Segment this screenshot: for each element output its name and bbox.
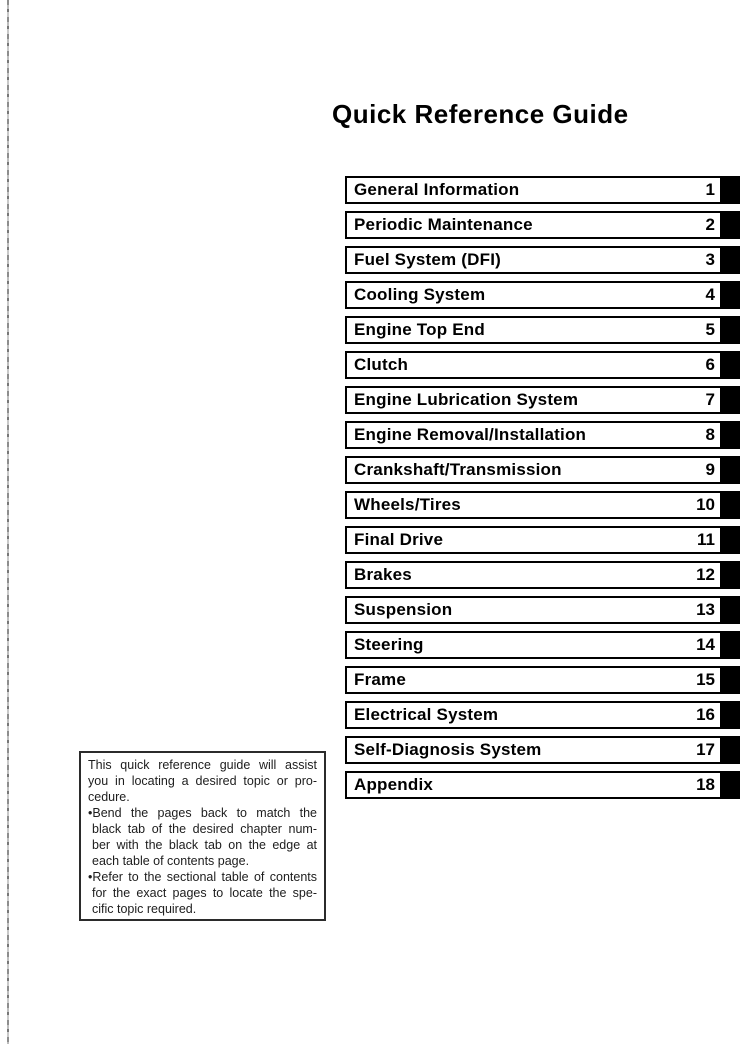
chapter-row <box>345 211 740 239</box>
chapter-row <box>345 666 740 694</box>
note-line: ber with the black tab on the edge at <box>92 838 317 852</box>
chapter-number: 14 <box>696 635 715 654</box>
chapter-label: Wheels/Tires <box>354 495 461 514</box>
chapter-tab-marker <box>722 596 740 624</box>
chapter-number: 6 <box>705 355 715 374</box>
chapter-box <box>345 281 722 309</box>
chapter-tab-marker <box>722 491 740 519</box>
chapter-tab-marker <box>722 631 740 659</box>
chapter-number: 11 <box>697 530 715 549</box>
chapter-label: Engine Lubrication System <box>354 390 579 409</box>
chapter-label: Clutch <box>354 355 409 374</box>
note-line: you in locating a desired topic or pro- <box>88 774 317 788</box>
chapter-number: 5 <box>705 320 715 339</box>
note-line: •Refer to the sectional table of contents <box>88 870 317 884</box>
chapter-row <box>345 561 740 589</box>
chapter-number: 4 <box>705 285 715 304</box>
chapter-tab-marker <box>722 211 740 239</box>
note-line: •Bend the pages back to match the <box>88 806 317 820</box>
note-line: black tab of the desired chapter num- <box>92 822 317 836</box>
chapter-number: 15 <box>696 670 715 689</box>
chapter-tab-marker <box>722 666 740 694</box>
chapter-list <box>345 176 740 806</box>
note-line: cific topic required. <box>92 902 197 916</box>
chapter-tab-marker <box>722 316 740 344</box>
chapter-number: 16 <box>696 705 715 724</box>
chapter-box <box>345 316 722 344</box>
chapter-box <box>345 246 722 274</box>
chapter-tab-marker <box>722 526 740 554</box>
chapter-tab-marker <box>722 351 740 379</box>
chapter-label: Electrical System <box>354 705 499 724</box>
chapter-box <box>345 351 722 379</box>
chapter-label: Crankshaft/Transmission <box>354 460 562 479</box>
chapter-box <box>345 386 722 414</box>
chapter-tab-marker <box>722 421 740 449</box>
chapter-box <box>345 211 722 239</box>
chapter-tab-marker <box>722 771 740 799</box>
chapter-box <box>345 561 722 589</box>
chapter-row <box>345 771 740 799</box>
chapter-row <box>345 631 740 659</box>
chapter-tab-marker <box>722 701 740 729</box>
page-edge-scan-line <box>7 0 9 1044</box>
chapter-tab-marker <box>722 386 740 414</box>
chapter-row <box>345 316 740 344</box>
chapter-row <box>345 281 740 309</box>
chapter-box <box>345 491 722 519</box>
chapter-box <box>345 631 722 659</box>
chapter-label: Final Drive <box>354 530 444 549</box>
chapter-number: 18 <box>696 775 715 794</box>
chapter-number: 3 <box>705 250 715 269</box>
chapter-number: 2 <box>705 215 715 234</box>
chapter-number: 7 <box>705 390 715 409</box>
chapter-number: 10 <box>696 495 715 514</box>
chapter-box <box>345 176 722 204</box>
chapter-number: 12 <box>696 565 715 584</box>
chapter-tab-marker <box>722 561 740 589</box>
chapter-number: 13 <box>696 600 715 619</box>
chapter-number: 9 <box>705 460 715 479</box>
chapter-number: 8 <box>705 425 715 444</box>
chapter-label: Fuel System (DFI) <box>354 250 501 269</box>
chapter-row <box>345 351 740 379</box>
chapter-label: Engine Top End <box>354 320 485 339</box>
chapter-label: Frame <box>354 670 407 689</box>
chapter-row <box>345 526 740 554</box>
chapter-row <box>345 701 740 729</box>
chapter-label: Periodic Maintenance <box>354 215 533 234</box>
chapter-tab-marker <box>722 281 740 309</box>
chapter-box <box>345 526 722 554</box>
chapter-label: Steering <box>354 635 424 654</box>
chapter-row <box>345 596 740 624</box>
chapter-label: General Information <box>354 180 520 199</box>
chapter-box <box>345 701 722 729</box>
chapter-box <box>345 456 722 484</box>
chapter-row <box>345 386 740 414</box>
chapter-row <box>345 421 740 449</box>
note-line: This quick reference guide will assist <box>88 758 317 772</box>
chapter-label: Suspension <box>354 600 453 619</box>
note-line: cedure. <box>88 790 130 804</box>
chapter-label: Self-Diagnosis System <box>354 740 542 759</box>
chapter-box <box>345 771 722 799</box>
chapter-row <box>345 736 740 764</box>
chapter-row <box>345 176 740 204</box>
chapter-box <box>345 596 722 624</box>
chapter-tab-marker <box>722 246 740 274</box>
chapter-tab-marker <box>722 736 740 764</box>
chapter-box <box>345 736 722 764</box>
chapter-tab-marker <box>722 456 740 484</box>
note-box <box>79 751 326 921</box>
chapter-row <box>345 491 740 519</box>
note-line: for the exact pages to locate the spe- <box>92 886 317 900</box>
chapter-box <box>345 666 722 694</box>
chapter-label: Engine Removal/Installation <box>354 425 587 444</box>
chapter-box <box>345 421 722 449</box>
chapter-label: Brakes <box>354 565 412 584</box>
chapter-number: 1 <box>705 180 715 199</box>
note-line: each table of contents page. <box>92 854 250 868</box>
chapter-row <box>345 456 740 484</box>
chapter-row <box>345 246 740 274</box>
chapter-tab-marker <box>722 176 740 204</box>
chapter-label: Cooling System <box>354 285 486 304</box>
page-title: Quick Reference Guide <box>332 99 629 130</box>
chapter-label: Appendix <box>354 775 434 794</box>
chapter-number: 17 <box>696 740 715 759</box>
